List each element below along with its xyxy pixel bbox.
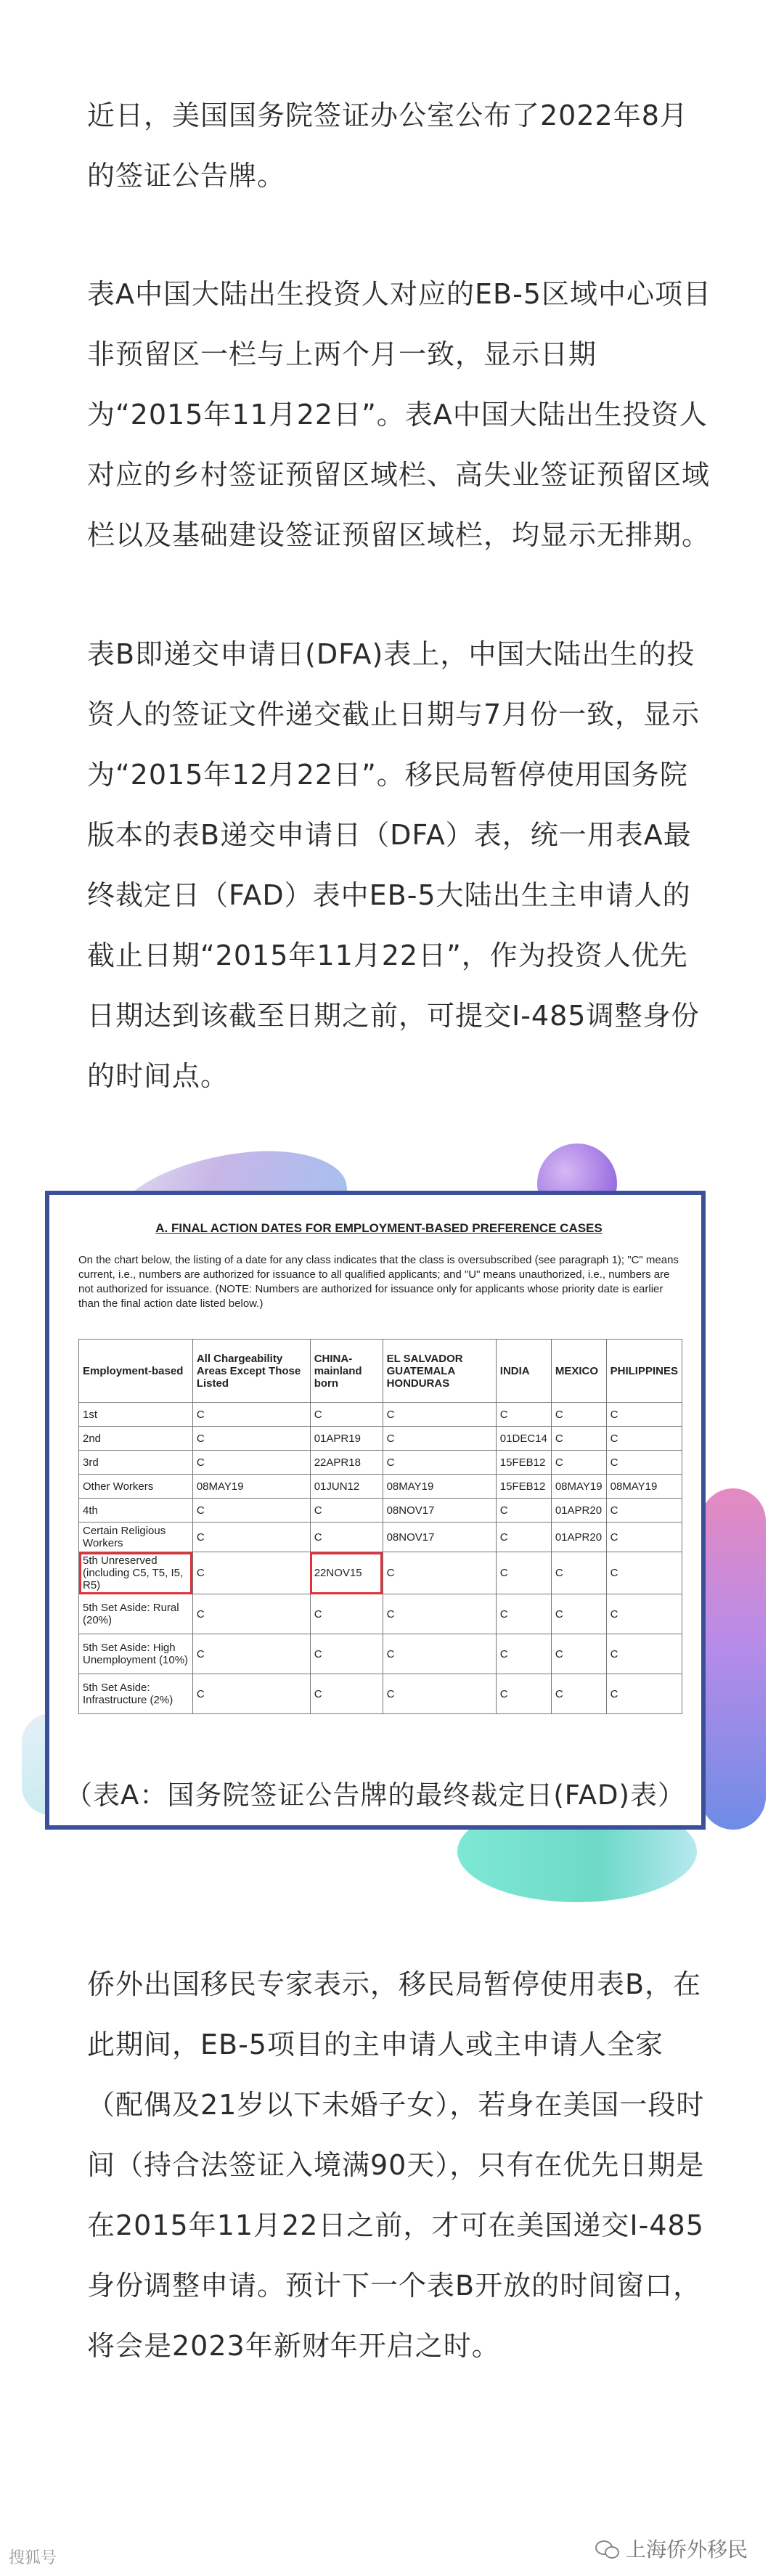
date-cell: C bbox=[551, 1674, 606, 1714]
account-watermark bbox=[595, 2534, 748, 2563]
date-cell: 01APR20 bbox=[551, 1499, 606, 1523]
wechat-icon bbox=[595, 2539, 620, 2558]
date-cell: C bbox=[192, 1403, 310, 1427]
date-cell: 15FEB12 bbox=[496, 1475, 551, 1499]
date-cell: C bbox=[496, 1499, 551, 1523]
date-cell: C bbox=[551, 1451, 606, 1475]
header-cell: INDIA bbox=[496, 1340, 551, 1403]
row-label-cell: 2nd bbox=[79, 1427, 193, 1451]
header-cell: Employment-based bbox=[79, 1340, 193, 1403]
figure-caption: （表A：国务院签证公告牌的最终裁定日(FAD)表） bbox=[65, 1780, 685, 1811]
date-cell: C bbox=[310, 1674, 383, 1714]
date-cell: C bbox=[496, 1552, 551, 1594]
date-cell: C bbox=[496, 1403, 551, 1427]
date-cell: C bbox=[192, 1499, 310, 1523]
date-cell: 22APR18 bbox=[310, 1451, 383, 1475]
date-cell: C bbox=[551, 1403, 606, 1427]
date-cell: C bbox=[383, 1634, 496, 1674]
date-cell: C bbox=[192, 1451, 310, 1475]
header-cell: CHINA-mainland born bbox=[310, 1340, 383, 1403]
table-row bbox=[79, 1427, 682, 1451]
date-cell: C bbox=[606, 1634, 682, 1674]
visa-bulletin-table-image bbox=[74, 1205, 684, 1764]
date-cell: C bbox=[310, 1403, 383, 1427]
decorative-blob-right bbox=[701, 1488, 766, 1830]
date-cell: C bbox=[192, 1594, 310, 1634]
date-cell: C bbox=[606, 1594, 682, 1634]
date-cell: C bbox=[606, 1427, 682, 1451]
date-cell: C bbox=[310, 1634, 383, 1674]
date-cell: C bbox=[310, 1594, 383, 1634]
date-cell: 08MAY19 bbox=[606, 1475, 682, 1499]
date-cell: C bbox=[192, 1552, 310, 1594]
date-cell: 01JUN12 bbox=[310, 1475, 383, 1499]
date-cell: 22NOV15 bbox=[310, 1552, 383, 1594]
date-cell: C bbox=[192, 1634, 310, 1674]
date-cell: 01APR19 bbox=[310, 1427, 383, 1451]
final-action-dates-table bbox=[78, 1339, 682, 1714]
date-cell: 08NOV17 bbox=[383, 1499, 496, 1523]
date-cell: C bbox=[383, 1403, 496, 1427]
row-label-cell: Certain Religious Workers bbox=[79, 1523, 193, 1552]
sohu-watermark: 搜狐号 bbox=[9, 2549, 57, 2567]
row-label-cell: 5th Set Aside: High Unemployment (10%) bbox=[79, 1634, 193, 1674]
date-cell: C bbox=[551, 1634, 606, 1674]
date-cell: C bbox=[551, 1552, 606, 1594]
header-cell: MEXICO bbox=[551, 1340, 606, 1403]
row-label-cell: 3rd bbox=[79, 1451, 193, 1475]
date-cell: 08NOV17 bbox=[383, 1523, 496, 1552]
table-row bbox=[79, 1475, 682, 1499]
date-cell: C bbox=[192, 1523, 310, 1552]
date-cell: C bbox=[496, 1674, 551, 1714]
expert-comment-paragraph: 侨外出国移民专家表示，移民局暂停使用表B，在此期间，EB-5项目的主申请人或主申请人全家（配偶及21岁以下未婚子女），若身在美国一段时间（持合法签证入境满90天），只有在优先日期是在2015年11月22日之前，才可在美国递交I-485身份调整申请。预计下一个表B开放的时间窗口，将会是2023年新财年开启之时。 bbox=[87, 1968, 705, 2362]
date-cell: C bbox=[496, 1523, 551, 1552]
table-row bbox=[79, 1674, 682, 1714]
date-cell: 15FEB12 bbox=[496, 1451, 551, 1475]
date-cell: C bbox=[606, 1403, 682, 1427]
date-cell: C bbox=[606, 1499, 682, 1523]
date-cell: C bbox=[496, 1594, 551, 1634]
date-cell: C bbox=[383, 1451, 496, 1475]
table-row bbox=[79, 1594, 682, 1634]
date-cell: 08MAY19 bbox=[192, 1475, 310, 1499]
date-cell: C bbox=[192, 1427, 310, 1451]
table-b-paragraph: 表B即递交申请日(DFA)表上，中国大陆出生的投资人的签证文件递交截止日期与7月份一致，显示为“2015年12月22日”。移民局暂停使用国务院版本的表B递交申请日（DFA）表，统一用表A最终裁定日（FAD）表中EB-5大陆出生主申请人的截止日期“2015年11月22日”，作为投资人优先日期达到该截至日期之前，可提交I-485调整身份的时间点。 bbox=[87, 638, 701, 1092]
date-cell: 08MAY19 bbox=[383, 1475, 496, 1499]
table-row bbox=[79, 1403, 682, 1427]
row-label-cell: 5th Set Aside: Rural (20%) bbox=[79, 1594, 193, 1634]
intro-paragraph: 近日，美国国务院签证办公室公布了2022年8月的签证公告牌。 bbox=[87, 99, 688, 192]
date-cell: C bbox=[310, 1523, 383, 1552]
date-cell: C bbox=[606, 1674, 682, 1714]
date-cell: 08MAY19 bbox=[551, 1475, 606, 1499]
table-row bbox=[79, 1552, 682, 1594]
account-name: 上海侨外移民 bbox=[626, 2538, 748, 2561]
row-label-cell: 1st bbox=[79, 1403, 193, 1427]
date-cell: 01APR20 bbox=[551, 1523, 606, 1552]
date-cell: C bbox=[383, 1552, 496, 1594]
date-cell: C bbox=[606, 1552, 682, 1594]
table-header-row bbox=[79, 1340, 682, 1403]
date-cell: C bbox=[310, 1499, 383, 1523]
date-cell: C bbox=[606, 1451, 682, 1475]
header-cell: EL SALVADOR GUATEMALA HONDURAS bbox=[383, 1340, 496, 1403]
header-cell: All Chargeability Areas Except Those Listed bbox=[192, 1340, 310, 1403]
date-cell: 01DEC14 bbox=[496, 1427, 551, 1451]
table-row bbox=[79, 1523, 682, 1552]
date-cell: C bbox=[606, 1523, 682, 1552]
date-cell: C bbox=[383, 1674, 496, 1714]
date-cell: C bbox=[383, 1594, 496, 1634]
figure-title: A. FINAL ACTION DATES FOR EMPLOYMENT-BASED PREFERENCE CASES bbox=[155, 1221, 603, 1235]
date-cell: C bbox=[383, 1427, 496, 1451]
row-label-cell: Other Workers bbox=[79, 1475, 193, 1499]
row-label-cell: 5th Unreserved (including C5, T5, I5, R5) bbox=[79, 1552, 193, 1594]
figure-note: On the chart below, the listing of a date for any class indicates that the class is oversubscribed (see paragraph 1); "C" means current, i.e., numbers are authorized for issuance to all qualified applicants; and "U" means unauthorized, i.e., numbers are not authorized for issuance. (NOTE: Numbers are authorized for issuance only for applicants whose priority date is earlier than the final action date listed below.) bbox=[78, 1254, 679, 1310]
date-cell: C bbox=[192, 1674, 310, 1714]
table-row bbox=[79, 1634, 682, 1674]
header-cell: PHILIPPINES bbox=[606, 1340, 682, 1403]
date-cell: C bbox=[551, 1594, 606, 1634]
row-label-cell: 5th Set Aside: Infrastructure (2%) bbox=[79, 1674, 193, 1714]
table-a-paragraph: 表A中国大陆出生投资人对应的EB-5区域中心项目非预留区一栏与上两个月一致，显示日期为“2015年11月22日”。表A中国大陆出生投资人对应的乡村签证预留区域栏、高失业签证预留区域栏以及基础建设签证预留区域栏，均显示无排期。 bbox=[87, 278, 711, 551]
date-cell: C bbox=[496, 1634, 551, 1674]
table-row bbox=[79, 1499, 682, 1523]
table-row bbox=[79, 1451, 682, 1475]
row-label-cell: 4th bbox=[79, 1499, 193, 1523]
date-cell: C bbox=[551, 1427, 606, 1451]
